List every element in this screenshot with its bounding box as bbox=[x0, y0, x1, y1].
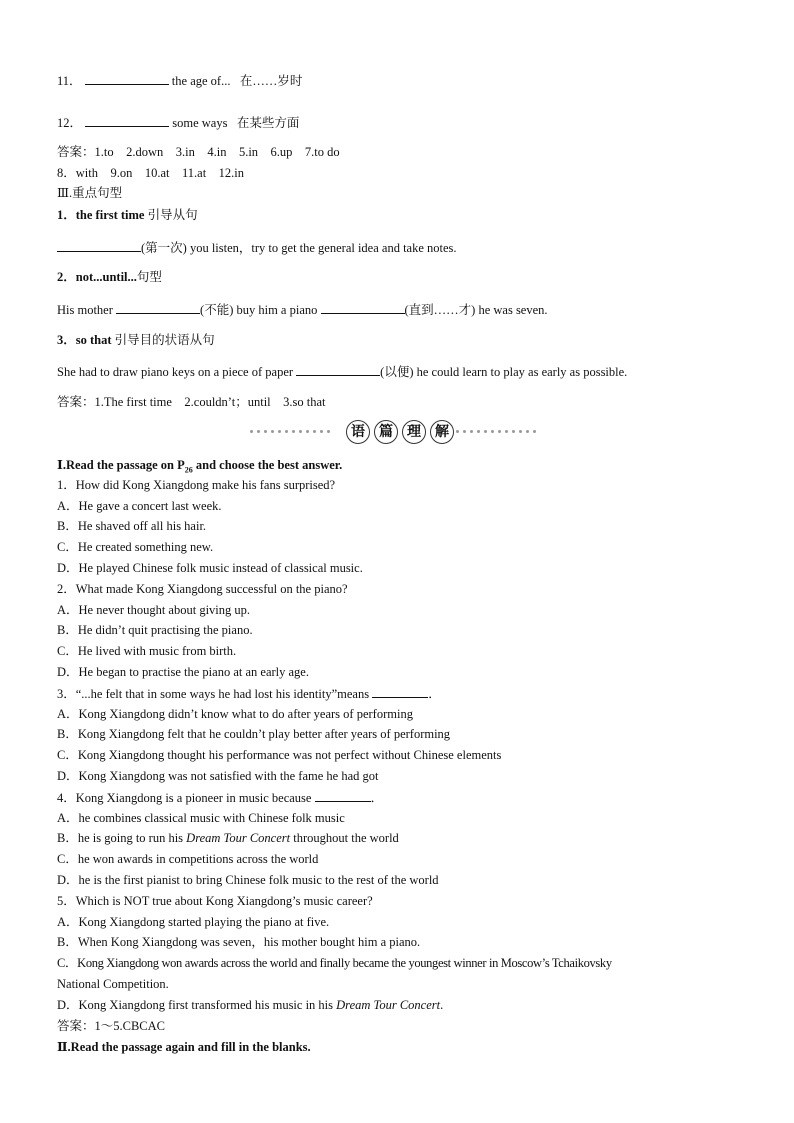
answer-blank[interactable] bbox=[85, 72, 169, 85]
question-5: 5．Which is NOT true about Kong Xiangdong’s music career? bbox=[57, 894, 373, 908]
banner-title: 语 篇 理 解 bbox=[346, 420, 458, 444]
option-1d[interactable]: D．He played Chinese folk music instead of classical music. bbox=[57, 561, 363, 575]
pattern-sentence-1: (第一次) you listen，try to get the general idea and take notes. bbox=[57, 239, 457, 256]
option-3c[interactable]: C．Kong Xiangdong thought his performance was not perfect without Chinese elements bbox=[57, 748, 502, 762]
option-2d[interactable]: D．He began to practise the piano at an early age. bbox=[57, 665, 309, 679]
vocab-item-12: 12． some ways 在某些方面 bbox=[57, 116, 300, 130]
pattern-title-1: 1．the first time 引导从句 bbox=[57, 208, 198, 222]
option-5b[interactable]: B．When Kong Xiangdong was seven，his mother bought him a piano. bbox=[57, 935, 421, 949]
option-3d[interactable]: D．Kong Xiangdong was not satisfied with the fame he had got bbox=[57, 769, 379, 783]
question-4: 4．Kong Xiangdong is a pioneer in music because ． bbox=[57, 791, 384, 805]
banner-dots-left bbox=[250, 430, 334, 433]
option-1a[interactable]: A．He gave a concert last week. bbox=[57, 499, 222, 513]
answer-blank[interactable] bbox=[85, 114, 169, 127]
option-2a[interactable]: A．He never thought about giving up. bbox=[57, 603, 251, 617]
section-banner bbox=[250, 420, 545, 444]
option-3a[interactable]: A．Kong Xiangdong didn’t know what to do after years of performing bbox=[57, 707, 413, 721]
option-4a[interactable]: A．he combines classical music with Chinese folk music bbox=[57, 811, 345, 825]
vocab-answer-line-2: 8．with 9.on 10.at 11.at 12.in bbox=[57, 166, 245, 180]
answer-blank[interactable] bbox=[321, 301, 405, 314]
answer-blank[interactable] bbox=[372, 685, 428, 698]
option-5c-cont: National Competition. bbox=[57, 977, 169, 991]
option-1b[interactable]: B．He shaved off all his hair. bbox=[57, 519, 207, 533]
section-heading: Ⅲ.重点句型 bbox=[57, 186, 123, 200]
option-2b[interactable]: B．He didn’t quit practising the piano. bbox=[57, 623, 253, 637]
option-5c[interactable]: C．Kong Xiangdong won awards across the world and finally became the youngest winner in Moscow’s Tchaikovsky bbox=[57, 956, 612, 970]
pattern-title-3: 3．so that 引导目的状语从句 bbox=[57, 333, 215, 347]
answer-blank[interactable] bbox=[296, 363, 380, 376]
question-3: 3．“...he felt that in some ways he had lost his identity”means ． bbox=[57, 687, 441, 701]
vocab-item-11: 11． the age of... 在……岁时 bbox=[57, 74, 303, 88]
option-5a[interactable]: A．Kong Xiangdong started playing the piano at five. bbox=[57, 915, 330, 929]
option-2c[interactable]: C．He lived with music from birth. bbox=[57, 644, 237, 658]
option-4d[interactable]: D．he is the first pianist to bring Chinese folk music to the rest of the world bbox=[57, 873, 439, 887]
option-4c[interactable]: C．he won awards in competitions across the world bbox=[57, 852, 319, 866]
question-2: 2．What made Kong Xiangdong successful on the piano? bbox=[57, 582, 348, 596]
banner-dots-right bbox=[456, 430, 540, 433]
pattern-sentence-3: She had to draw piano keys on a piece of paper (以便) he could learn to play as early as possible. bbox=[57, 365, 628, 379]
pattern-answer: 答案：1.The first time 2.couldn’t；until 3.so that bbox=[57, 395, 326, 409]
answer-blank[interactable] bbox=[116, 301, 200, 314]
reading-heading-2: Ⅱ.Read the passage again and fill in the blanks. bbox=[57, 1040, 311, 1054]
question-1: 1．How did Kong Xiangdong make his fans surprised? bbox=[57, 478, 336, 492]
answer-blank[interactable] bbox=[57, 239, 141, 252]
reading-heading: Ⅰ.Read the passage on $P_{26}$ and choose the best answer. bbox=[57, 458, 343, 475]
option-4b[interactable]: B．he is going to run his Dream Tour Concert throughout the world bbox=[57, 831, 399, 845]
vocab-answer-line-1: 答案：1.to 2.down 3.in 4.in 5.in 6.up 7.to do bbox=[57, 145, 340, 159]
reading-answer: 答案：1～5.CBCAC bbox=[57, 1019, 166, 1033]
option-3b[interactable]: B．Kong Xiangdong felt that he couldn’t play better after years of performing bbox=[57, 727, 451, 741]
option-1c[interactable]: C．He created something new. bbox=[57, 540, 214, 554]
option-5d[interactable]: D．Kong Xiangdong first transformed his music in his Dream Tour Concert. bbox=[57, 998, 444, 1012]
answer-blank[interactable] bbox=[315, 789, 371, 802]
pattern-title-2: 2．not...until...句型 bbox=[57, 270, 162, 284]
pattern-sentence-2: His mother (不能) buy him a piano (直到……才) he was seven. bbox=[57, 303, 548, 317]
